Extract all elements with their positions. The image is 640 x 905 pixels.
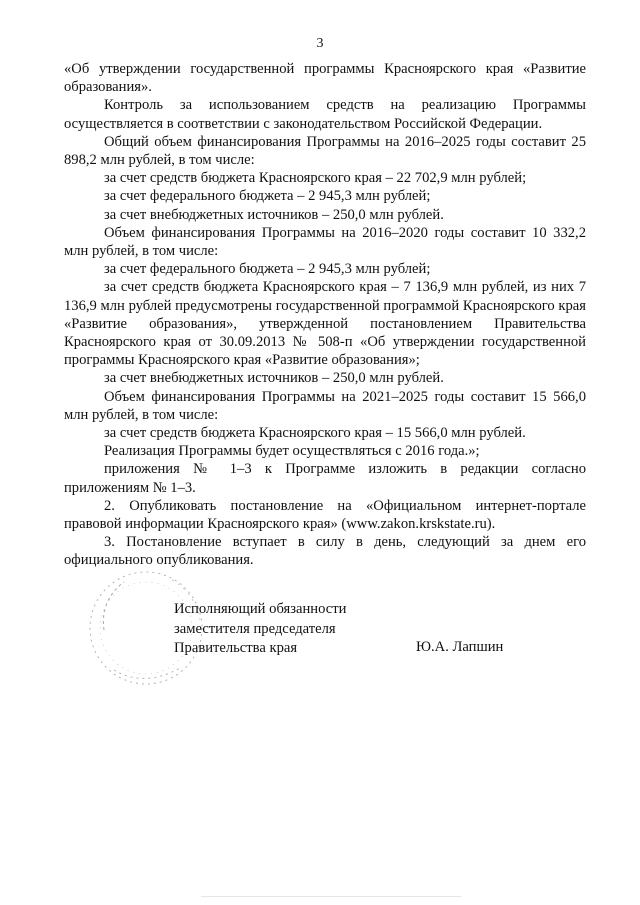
paragraph-8: за счет федерального бюджета – 2 945,3 млн рублей; <box>104 261 431 278</box>
paragraph-15: 2. Опубликовать постановление на «Официальном интернет-портале правовой информации Красноярского края» (www.zakon.krskstate.ru). <box>64 497 586 533</box>
document-body <box>64 60 586 570</box>
paragraph-4: за счет средств бюджета Красноярского края – 22 702,9 млн рублей; <box>104 170 527 187</box>
paragraph-7: Объем финансирования Программы на 2016–2020 годы составит 10 332,2 млн рублей, в том числе: <box>64 224 586 260</box>
paragraph-2: Контроль за использованием средств на реализацию Программы осуществляется в соответствии с законодательством Российской Федерации. <box>64 97 586 132</box>
signer-name: Ю.А. Лапшин <box>416 639 504 655</box>
paragraph-5: за счет федерального бюджета – 2 945,3 млн рублей; <box>104 188 431 205</box>
paragraph-12: за счет средств бюджета Красноярского края – 15 566,0 млн рублей. <box>104 425 526 442</box>
footer-divider <box>201 896 461 901</box>
paragraph-16: 3. Постановление вступает в силу в день, следующий за днем его официального опубликования. <box>64 534 586 569</box>
signature-block <box>174 600 346 659</box>
signer-title-line-2: заместителя председателя <box>174 620 336 637</box>
paragraph-14: приложения № 1–3 к Программе изложить в редакции согласно приложениям № 1–3. <box>64 461 586 496</box>
paragraph-10: за счет внебюджетных источников – 250,0 млн рублей. <box>104 370 444 387</box>
signer-title-line-1: Исполняющий обязанности <box>174 601 347 617</box>
paragraph-1: «Об утверждении государственной программы Красноярского края «Развитие образования». <box>64 61 586 96</box>
paragraph-11: Объем финансирования Программы на 2021–2025 годы составит 15 566,0 млн рублей, в том числе: <box>64 388 586 423</box>
page-number: 3 <box>316 36 324 51</box>
paragraph-3: Общий объем финансирования Программы на 2016–2025 годы составит 25 898,2 млн рублей, в том числе: <box>64 133 586 169</box>
paragraph-9: за счет средств бюджета Красноярского края – 7 136,9 млн рублей, из них 7 136,9 млн рублей предусмотрены государственной программой Красноярского края «Развитие образования», утвержденной постановлением Правительства Красноярского края от 30.09.2013 № 508-п «Об утверждении государственной программы Красноярского края «Развитие образования»; <box>64 279 586 369</box>
signer-title-line-3: Правительства края <box>174 640 298 656</box>
paragraph-6: за счет внебюджетных источников – 250,0 млн рублей. <box>104 206 444 223</box>
paragraph-13: Реализация Программы будет осуществляться с 2016 года.»; <box>104 443 480 460</box>
